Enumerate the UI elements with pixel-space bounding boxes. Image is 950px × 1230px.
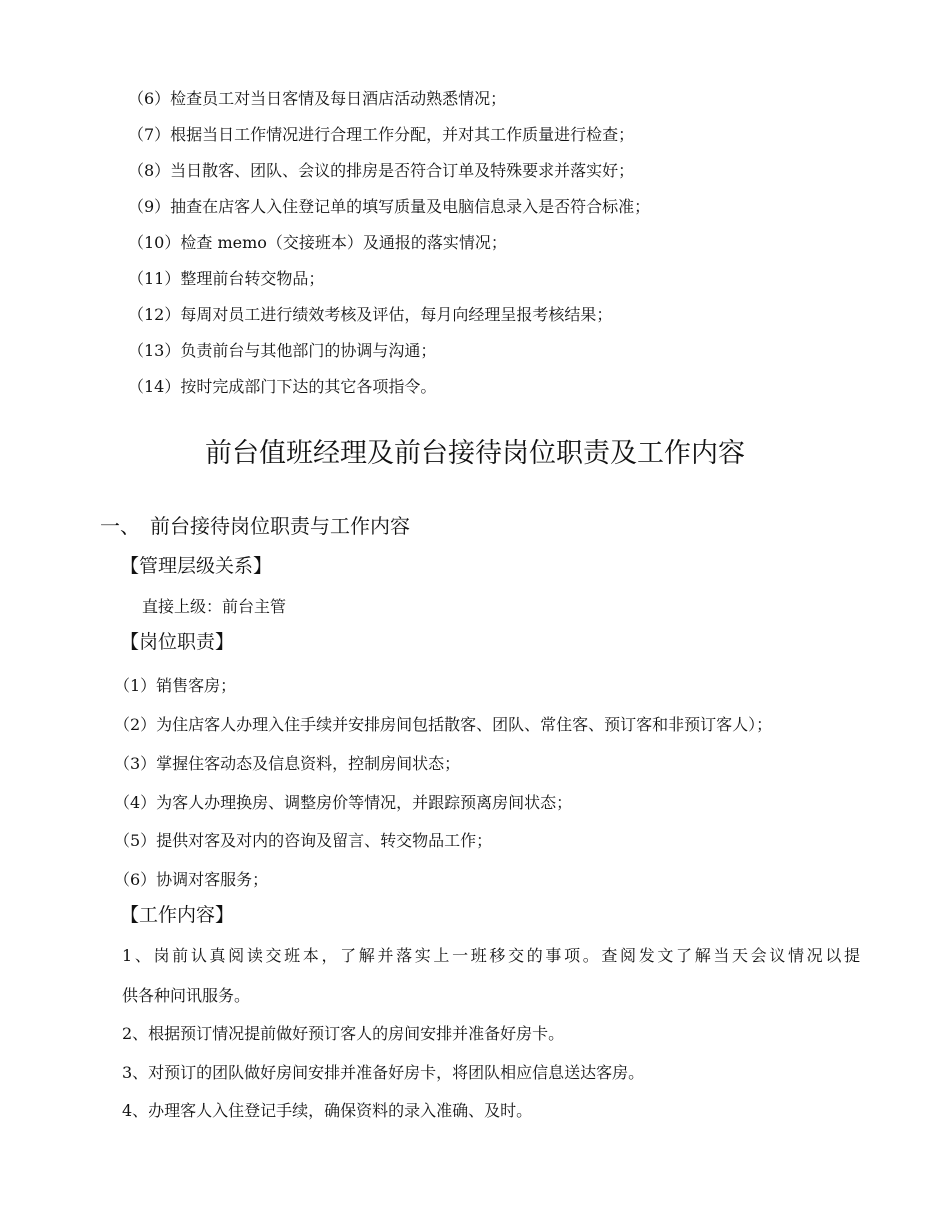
duty-item-8: （8）当日散客、团队、会议的排房是否符合订单及特殊要求并落实好； bbox=[128, 161, 635, 180]
duty-item-11: （11）整理前台转交物品； bbox=[128, 269, 325, 288]
reception-duty-4: （4）为客人办理换房、调整房价等情况，并跟踪预离房间状态； bbox=[114, 793, 573, 812]
work-item-4: 4、办理客人入住登记手续，确保资料的录入准确、及时。 bbox=[122, 1101, 533, 1120]
duty-item-6: （6）检查员工对当日客情及每日酒店活动熟悉情况； bbox=[128, 89, 507, 108]
work-item-1-line-1: 1、岗前认真阅读交班本，了解并落实上一班移交的事项。查阅发文了解当天会议情况以提 bbox=[122, 946, 860, 965]
work-content-heading: 【工作内容】 bbox=[120, 904, 235, 926]
reception-duty-2: （2）为住店客人办理入住手续并安排房间包括散客、团队、常住客、预订客和非预订客人）； bbox=[114, 715, 773, 734]
reception-duty-1: （1）销售客房； bbox=[114, 676, 237, 695]
work-item-3: 3、对预订的团队做好房间安排并准备好房卡，将团队相应信息送达客房。 bbox=[122, 1063, 645, 1082]
work-item-2: 2、根据预订情况提前做好预订客人的房间安排并准备好房卡。 bbox=[122, 1024, 565, 1043]
document-title: 前台值班经理及前台接待岗位职责及工作内容 bbox=[205, 438, 745, 469]
reception-duty-3: （3）掌握住客动态及信息资料，控制房间状态； bbox=[114, 754, 461, 773]
duty-item-12: （12）每周对员工进行绩效考核及评估，每月向经理呈报考核结果； bbox=[128, 305, 613, 324]
work-item-1-line-2: 供各种问讯服务。 bbox=[122, 986, 251, 1005]
duty-item-13: （13）负责前台与其他部门的协调与沟通； bbox=[128, 341, 437, 360]
reception-duty-6: （6）协调对客服务； bbox=[114, 870, 269, 889]
management-heading: 【管理层级关系】 bbox=[120, 555, 273, 577]
direct-superior: 直接上级：前台主管 bbox=[142, 597, 287, 616]
duties-heading: 【岗位职责】 bbox=[120, 631, 235, 653]
duty-item-14: （14）按时完成部门下达的其它各项指令。 bbox=[128, 377, 437, 396]
duty-item-7: （7）根据当日工作情况进行合理工作分配，并对其工作质量进行检查； bbox=[128, 125, 635, 144]
section-heading: 一、 前台接待岗位职责与工作内容 bbox=[100, 514, 410, 538]
duty-item-10: （10）检查 memo（交接班本）及通报的落实情况； bbox=[128, 233, 507, 252]
duty-item-9: （9）抽查在店客人入住登记单的填写质量及电脑信息录入是否符合标准； bbox=[128, 197, 651, 216]
reception-duty-5: （5）提供对客及对内的咨询及留言、转交物品工作； bbox=[114, 831, 493, 850]
